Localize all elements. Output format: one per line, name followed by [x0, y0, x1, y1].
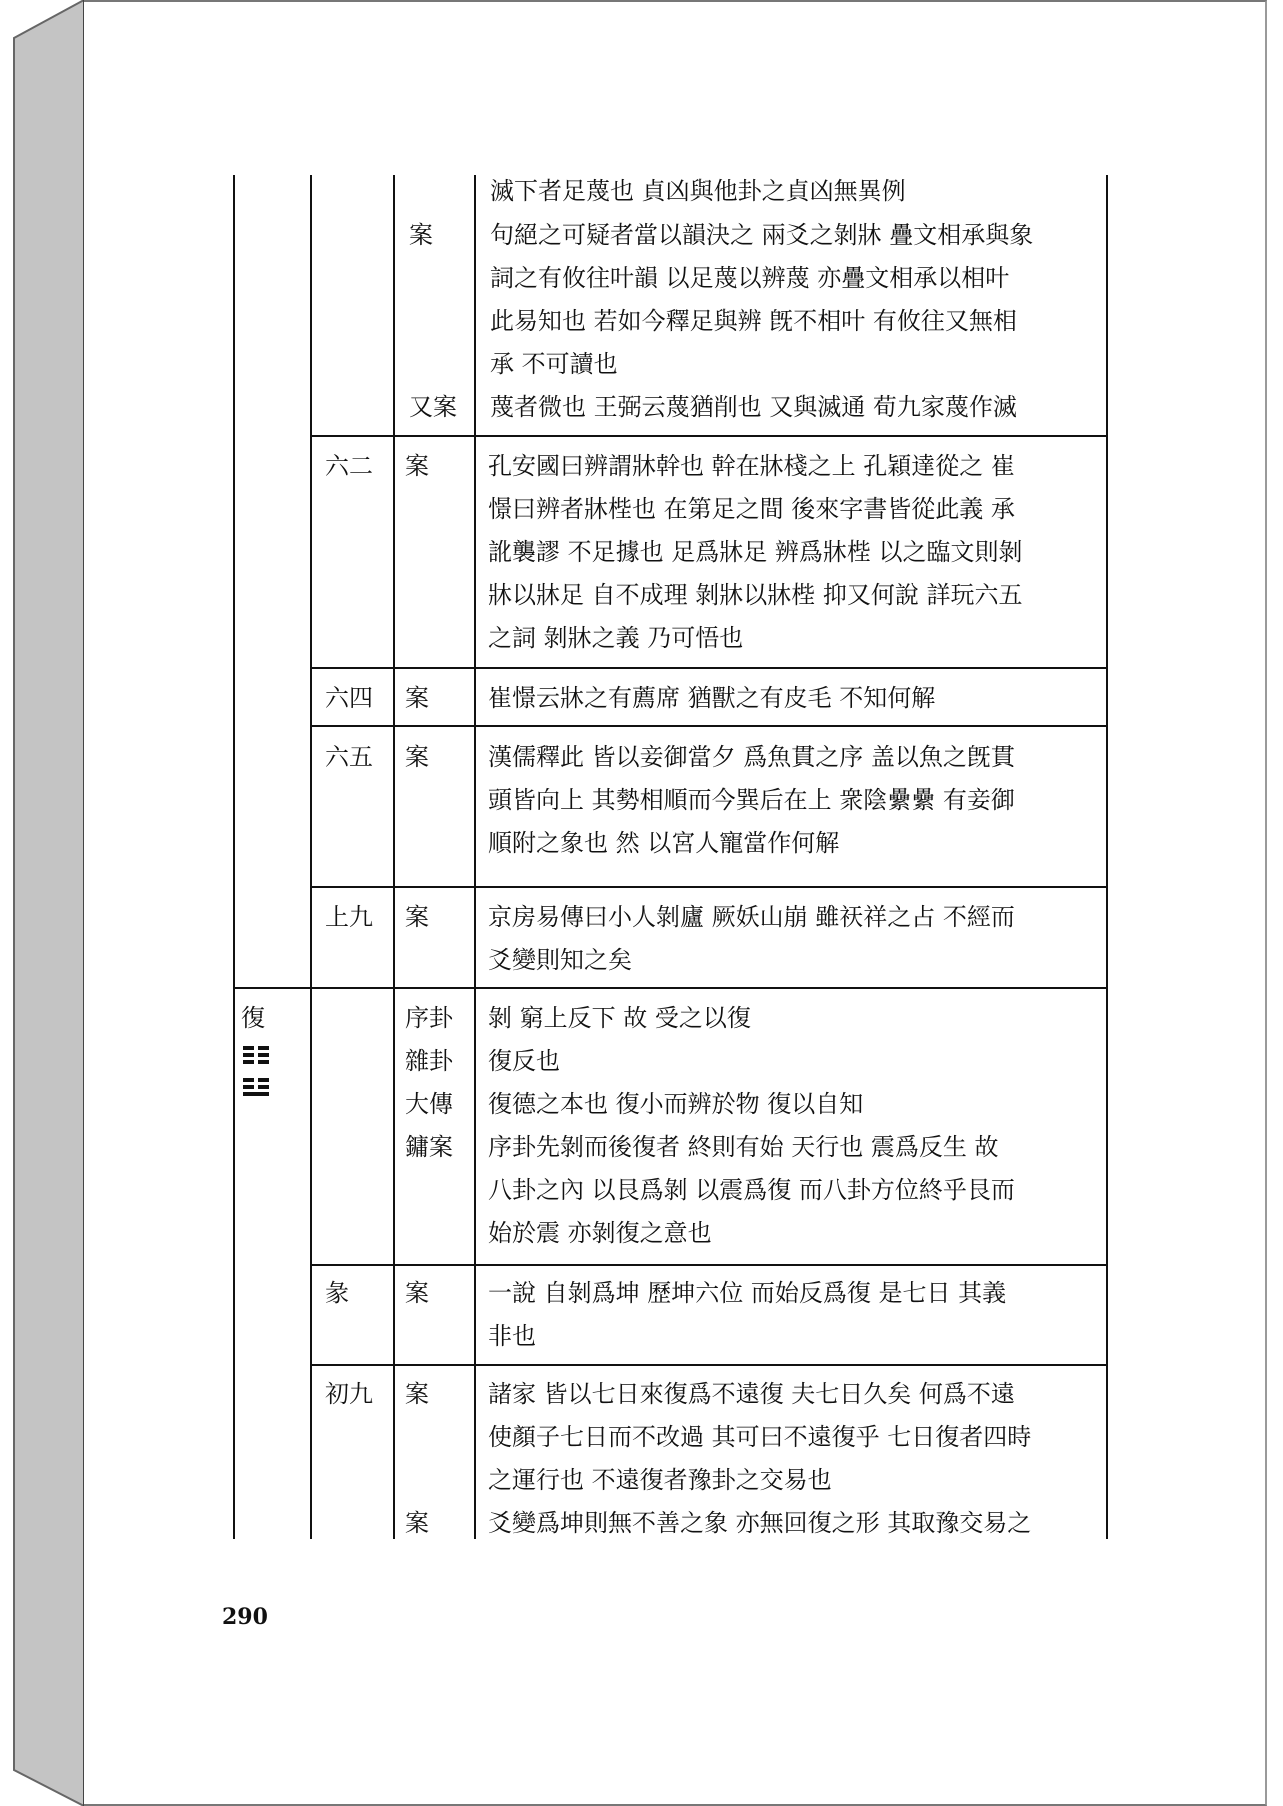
- annotation-label: 雜卦: [405, 1047, 453, 1075]
- text-line: 句絕之可疑者當以韻決之 兩爻之剝牀 疊文相承與象: [490, 221, 1034, 249]
- row-rule: [310, 1364, 1108, 1366]
- row-rule: [310, 1264, 1108, 1266]
- text-line: 崔憬云牀之有薦席 猶獸之有皮毛 不知何解: [488, 684, 936, 712]
- text-line: 之詞 剝牀之義 乃可悟也: [488, 624, 744, 652]
- row-rule: [233, 987, 1108, 989]
- annotation-label: 案: [405, 1380, 429, 1408]
- annotation-label: 序卦: [405, 1004, 453, 1032]
- yao-label: 上九: [325, 903, 373, 931]
- column-rule-1: [310, 175, 312, 1539]
- text-line: 訛襲謬 不足據也 足爲牀足 辨爲牀梐 以之臨文則剝: [488, 538, 1023, 566]
- annotation-label: 案: [405, 1279, 429, 1307]
- text-line: 詞之有攸往叶韻 以足蔑以辨蔑 亦疊文相承以相叶: [490, 264, 1010, 292]
- text-line: 孔安國曰辨謂牀幹也 幹在牀棧之上 孔穎達從之 崔: [488, 452, 1015, 480]
- annotation-label: 案: [405, 684, 429, 712]
- text-line: 漢儒釋此 皆以妾御當夕 爲魚貫之序 盖以魚之旣貫: [488, 743, 1015, 771]
- text-line: 順附之象也 然 以宮人寵當作何解: [488, 829, 840, 857]
- text-line: 使顏子七日而不改過 其可曰不遠復乎 七日復者四時: [488, 1423, 1032, 1451]
- text-line: 滅下者足蔑也 貞凶與他卦之貞凶無異例: [490, 177, 906, 205]
- table-right-rule: [1106, 175, 1108, 1539]
- yao-label: 彖: [325, 1279, 349, 1307]
- yao-label: 六二: [325, 452, 373, 480]
- annotation-label: 案: [405, 1509, 429, 1537]
- text-line: 此易知也 若如今釋足與辨 旣不相叶 有攸往又無相: [490, 307, 1017, 335]
- text-line: 之運行也 不遠復者豫卦之交易也: [488, 1466, 832, 1494]
- annotation-label: 又案: [409, 393, 457, 421]
- page-number: 290: [222, 1604, 268, 1630]
- hexagram-name: 復: [241, 1004, 265, 1032]
- text-line: 牀以牀足 自不成理 剝牀以牀梐 抑又何說 詳玩六五: [488, 581, 1023, 609]
- fu-hexagram-icon: [243, 1046, 269, 1099]
- row-rule: [310, 725, 1108, 727]
- text-line: 始於震 亦剝復之意也: [488, 1219, 712, 1247]
- column-rule-2: [393, 175, 395, 1539]
- row-rule: [310, 435, 1108, 437]
- annotation-label: 案: [405, 743, 429, 771]
- text-line: 京房易傳曰小人剝廬 厥妖山崩 雖祆祥之占 不經而: [488, 903, 1015, 931]
- text-line: 諸家 皆以七日來復爲不遠復 夫七日久矣 何爲不遠: [488, 1380, 1015, 1408]
- annotation-label: 鏞案: [405, 1133, 453, 1161]
- annotation-label: 案: [409, 221, 433, 249]
- text-line: 爻變爲坤則無不善之象 亦無回復之形 其取豫交易之: [488, 1509, 1032, 1537]
- row-rule: [310, 886, 1108, 888]
- table-left-rule: [233, 175, 235, 1539]
- annotation-label: 案: [405, 452, 429, 480]
- annotation-label: 大傳: [405, 1090, 453, 1118]
- column-rule-3: [474, 175, 476, 1539]
- yao-label: 初九: [325, 1380, 373, 1408]
- text-line: 承 不可讀也: [490, 350, 618, 378]
- text-line: 剝 窮上反下 故 受之以復: [488, 1004, 751, 1032]
- text-line: 蔑者微也 王弼云蔑猶削也 又與滅通 荀九家蔑作滅: [490, 393, 1017, 421]
- text-line: 復德之本也 復小而辨於物 復以自知: [488, 1090, 864, 1118]
- text-line: 一說 自剝爲坤 歷坤六位 而始反爲復 是七日 其義: [488, 1279, 1007, 1307]
- text-line: 復反也: [488, 1047, 560, 1075]
- yao-label: 六五: [325, 743, 373, 771]
- text-line: 八卦之內 以艮爲剝 以震爲復 而八卦方位終乎艮而: [488, 1176, 1015, 1204]
- text-line: 憬曰辨者牀梐也 在第足之間 後來字書皆從此義 承: [488, 495, 1015, 523]
- text-line: 爻變則知之矣: [488, 946, 632, 974]
- row-rule: [310, 667, 1108, 669]
- text-line: 頭皆向上 其勢相順而今巽后在上 衆陰纍纍 有妾御: [488, 786, 1015, 814]
- annotation-label: 案: [405, 903, 429, 931]
- text-line: 非也: [488, 1322, 536, 1350]
- book-spine: [0, 0, 84, 1806]
- yao-label: 六四: [325, 684, 373, 712]
- text-line: 序卦先剝而後復者 終則有始 天行也 震爲反生 故: [488, 1133, 999, 1161]
